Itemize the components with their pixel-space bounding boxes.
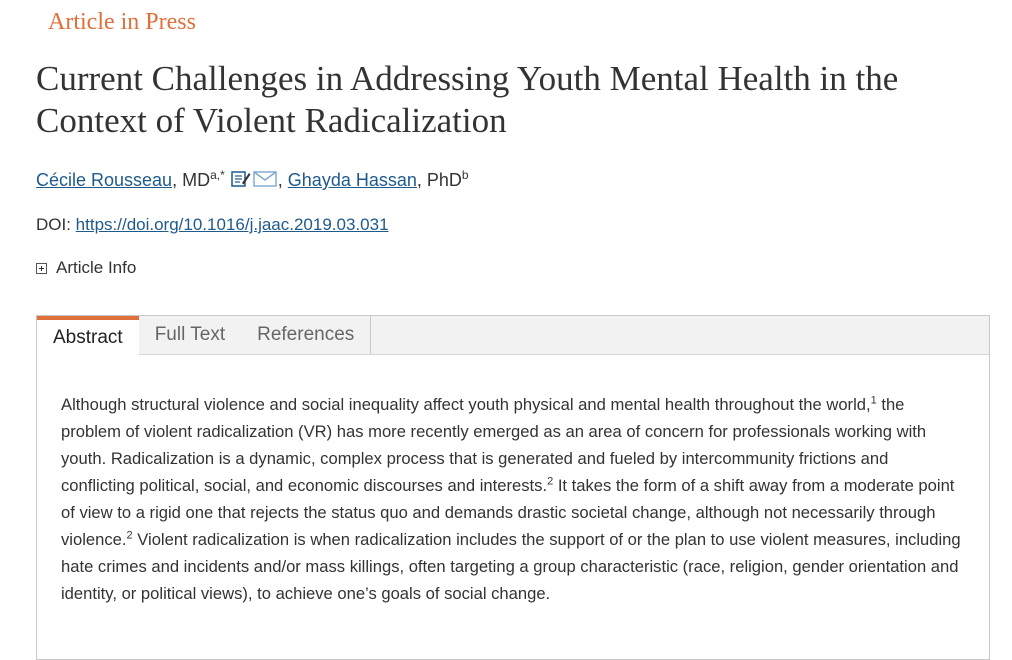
article-title: Current Challenges in Addressing Youth Mental Health in the Context of Violent Radicalization [36,59,899,140]
author-degree: , PhD [416,170,462,190]
expand-plus-icon[interactable] [36,263,47,274]
content-tabs [37,316,989,355]
article-status-label: Article in Press [48,9,196,35]
abstract-sentence: the problem of violent radicalization (VR) has more recently emerged as an area of concern for professionals working with youth. Radicalization is a dynamic, complex process that is generated and fueled by intercommunity frictions and conflicting political, social, and economic discourses and interests. [61,395,927,495]
author-separator: , [277,170,288,190]
doi-line [36,215,389,235]
correspondence-note-icon[interactable] [231,170,251,193]
author-link-hassan[interactable]: Ghayda Hassan [287,170,417,190]
article-info-toggle[interactable] [36,258,136,278]
abstract-sentence: Violent radicalization is when radicalization includes the support of or the plan to use violent measures, including hate crimes and incidents and/or mass killings, often targeting a group characteristic (race, religion, gender orientation and identity, or political views), to achieve one’s goals of social change. [61,530,961,603]
article-info-label: Article Info [56,258,137,277]
corresponding-marker: * [220,168,225,182]
author-affiliation [210,168,225,182]
affiliation-marker: a, [210,168,221,182]
tab-references[interactable]: References [241,316,371,354]
author-link-rousseau[interactable]: Cécile Rousseau [36,170,173,190]
abstract-sentence: Although structural violence and social inequality affect youth physical and mental health throughout the world, [61,395,871,414]
article-content-panel [36,315,990,660]
reference-link[interactable]: 2 [126,529,133,542]
email-icon[interactable] [253,171,277,192]
abstract-sentence: It takes the form of a shift away from a moderate point of view to a rigid one that rejects the status quo and demands drastic societal change, although not necessarily through violence. [61,476,955,549]
reference-link[interactable]: 1 [870,394,877,407]
abstract-text [37,355,985,607]
doi-label: DOI: [36,215,76,234]
reference-link[interactable]: 2 [547,475,554,488]
author-affiliation: b [461,168,469,182]
doi-link[interactable]: https://doi.org/10.1016/j.jaac.2019.03.031 [75,215,389,234]
author-degree: , MD [172,170,211,190]
author-list [36,168,469,193]
tab-abstract[interactable]: Abstract [37,316,139,355]
tab-full-text[interactable]: Full Text [154,324,226,345]
